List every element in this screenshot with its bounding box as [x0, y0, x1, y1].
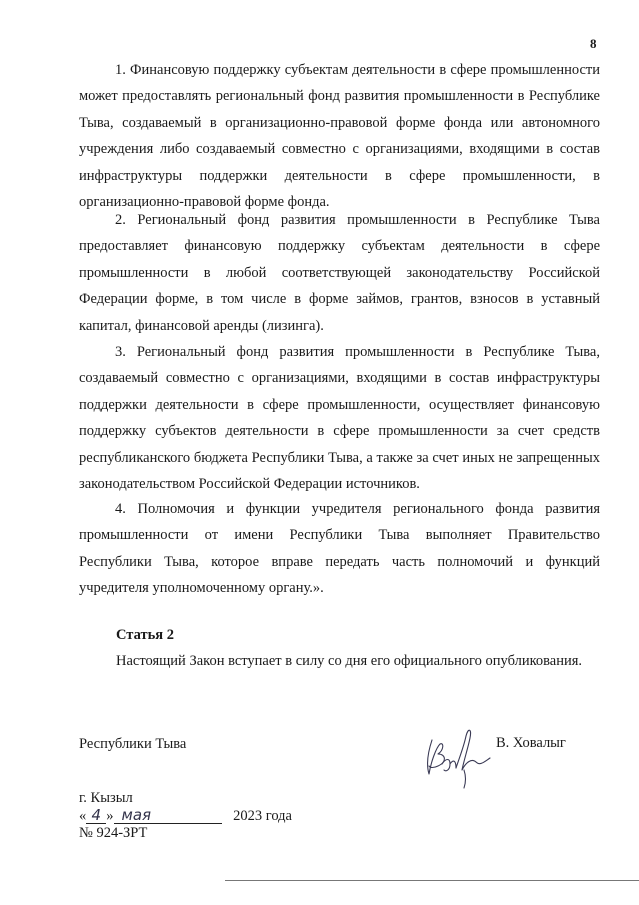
date-close-quote: » [106, 808, 114, 824]
article-text: Настоящий Закон вступает в силу со дня его официального опубликования. [116, 653, 583, 669]
signer-name: В. Ховалыг [496, 735, 566, 751]
date-year: 2023 года [233, 808, 292, 824]
paragraph-3: 3. Региональный фонд развития промышленности в Республике Тыва, создаваемый совместно с организациями, входящими в состав инфраструктуры поддержки деятельности в сфере промышленности, осуществляет финансовую поддержку субъектов деятельности в сфере промышленности за счет средств республиканского бюджета Республики Тыва, а также за счет иных не запрещенных законодательством Российской Федерации источников. [79, 344, 600, 493]
paragraph-2: 2. Региональный фонд развития промышленности в Республике Тыва предоставляет финансовую поддержку субъектам деятельности в сфере промышленности в любой соответствующей законодательству Российской Федерации форме, в том числе в форме займов, грантов, взносов в уставный капитал, финансовой аренды (лизинга). [79, 212, 600, 334]
paragraph-4: 4. Полномочия и функции учредителя регионального фонда развития промышленности от имени Республики Тыва выполняет Правительство Республики Тыва, которое вправе передать часть полномочий и функций учредителя уполномоченному органу.». [79, 501, 600, 597]
date-line [79, 807, 292, 825]
place: г. Кызыл [79, 790, 133, 806]
article-title: Статья 2 [116, 627, 174, 643]
bottom-divider [225, 880, 639, 881]
date-open-quote: « [79, 808, 87, 824]
paragraph-1: 1. Финансовую поддержку субъектам деятельности в сфере промышленности может предоставлять региональный фонд развития промышленности в Республике Тыва, создаваемый в организационно-правовой форме фонда или автономного учреждения либо создаваемый совместно с организациями, входящими в состав инфраструктуры поддержки деятельности в сфере промышленности, в организационно-правовой форме фонда. [79, 62, 600, 211]
date-day: 4 [86, 807, 106, 824]
page-number: 8 [590, 36, 597, 51]
law-number: № 924-ЗРТ [79, 825, 148, 841]
date-month: мая [114, 807, 222, 824]
handwritten-signature [420, 718, 500, 794]
signer-position: Республики Тыва [79, 736, 187, 752]
